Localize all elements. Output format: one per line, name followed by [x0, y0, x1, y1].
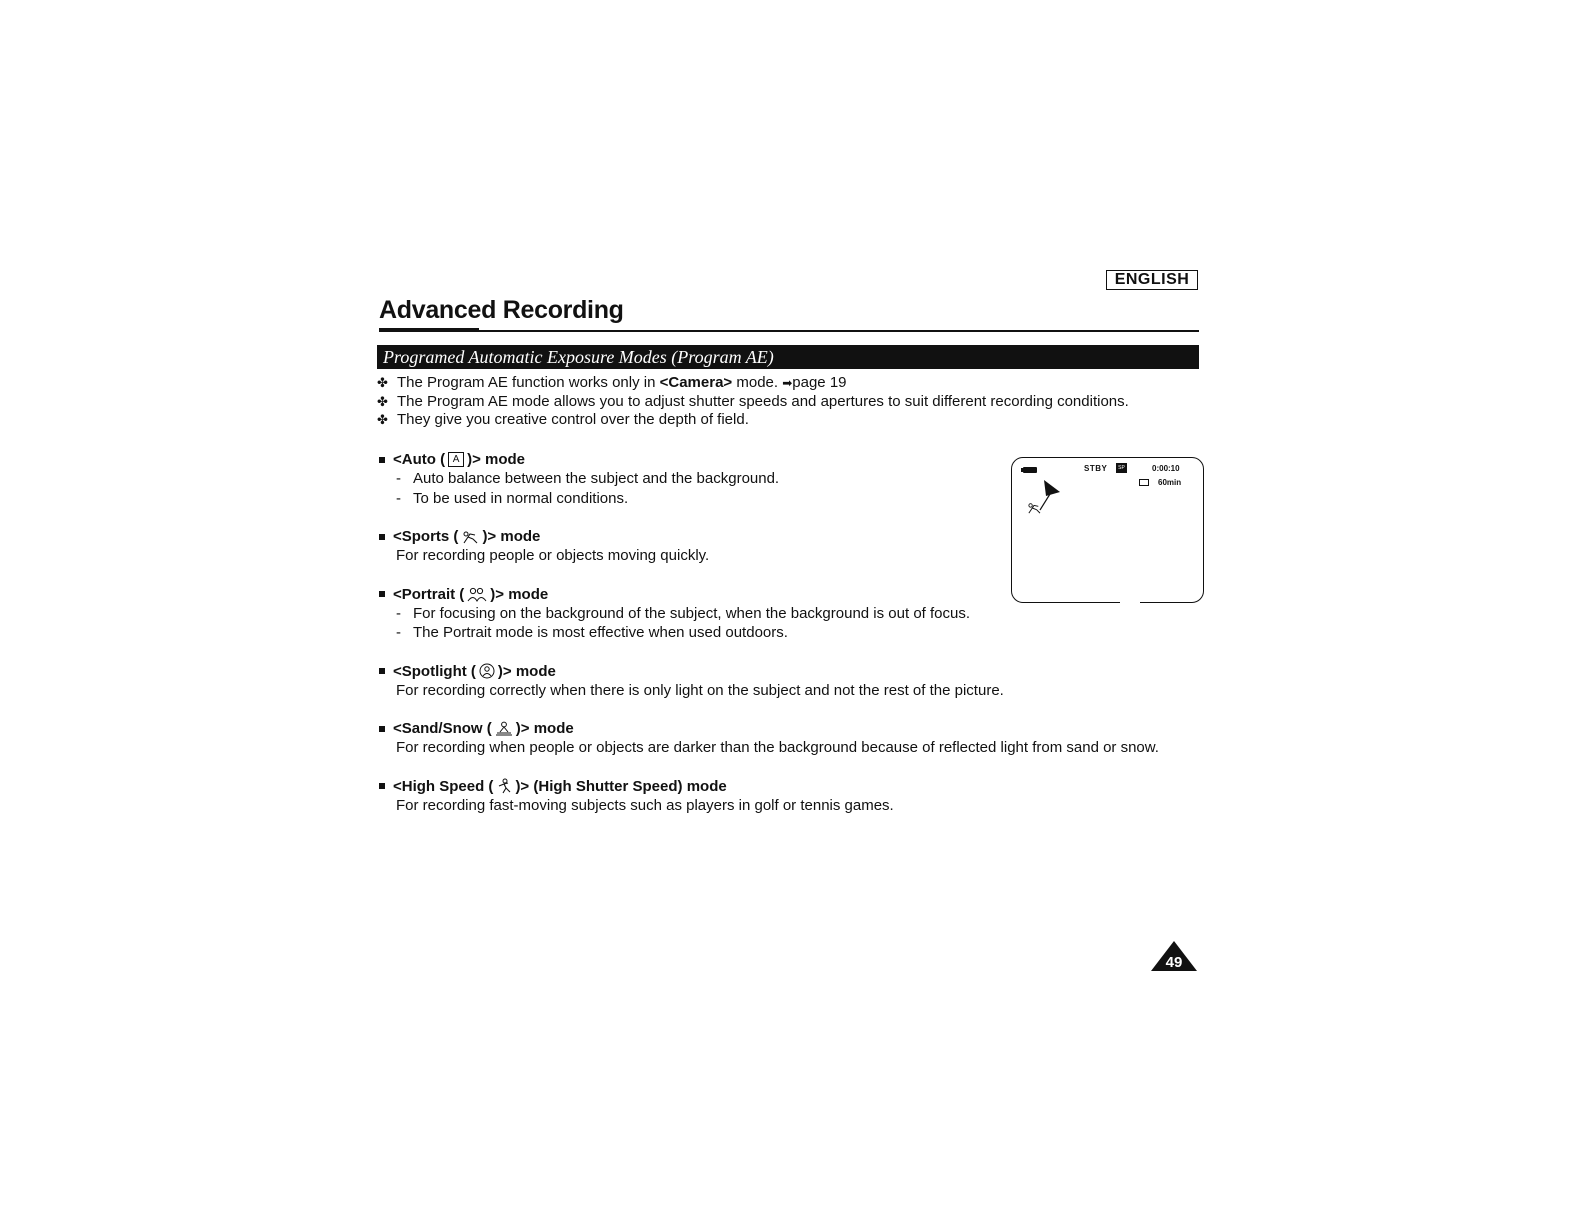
sand-snow-icon — [495, 721, 513, 736]
tape-speed-indicator: SP — [1116, 463, 1127, 473]
square-bullet-icon — [379, 534, 385, 540]
lcd-screen-illustration — [1011, 457, 1204, 603]
intro-list — [377, 374, 1129, 430]
title-rule-accent — [379, 328, 479, 331]
portrait-icon — [467, 587, 487, 602]
spotlight-icon — [479, 663, 495, 679]
square-bullet-icon — [379, 457, 385, 463]
sports-icon — [461, 530, 479, 544]
clover-bullet-icon: ✤ — [377, 393, 388, 409]
section-title-bar — [377, 345, 1199, 369]
mode-description: For recording when people or objects are darker than the background because of reflected light from sand or snow. — [396, 739, 1159, 756]
mode-description: For recording fast-moving subjects such as players in golf or tennis games. — [396, 796, 894, 814]
square-bullet-icon — [379, 591, 385, 597]
language-badge: ENGLISH — [1106, 270, 1198, 290]
mode-description: For recording people or objects moving quickly. — [396, 547, 710, 564]
section-title: Programed Automatic Exposure Modes (Program AE) — [383, 346, 774, 367]
screen-edge-gap — [1120, 600, 1140, 604]
high-speed-icon — [496, 778, 512, 794]
mode-heading: <Sports ( )> mode — [377, 527, 1207, 546]
page-number: 49 — [1165, 954, 1183, 971]
square-bullet-icon — [379, 668, 385, 674]
sports-icon — [1026, 502, 1042, 517]
tape-icon — [1139, 479, 1149, 486]
mode-description: - For focusing on the background of the subject, when the background is out of focus. — [396, 604, 971, 622]
mode-heading: <Sand/Snow ( )> mode — [377, 719, 1207, 738]
auto-mode-icon: A — [448, 452, 464, 467]
mode-heading: <Auto ( A )> mode — [377, 450, 1207, 469]
mode-high-speed — [377, 777, 1207, 816]
page-ref-link[interactable]: page 19 — [792, 374, 847, 391]
intro-item — [377, 393, 1129, 412]
clover-bullet-icon: ✤ — [377, 375, 388, 390]
square-bullet-icon — [379, 726, 385, 732]
timecode: 0:00:10 — [1152, 464, 1180, 473]
mode-spotlight — [377, 662, 1207, 701]
mode-description: For recording correctly when there is only light on the subject and not the rest of the picture. — [396, 681, 1004, 699]
mode-description: - To be used in normal conditions. — [396, 489, 629, 507]
square-bullet-icon — [379, 783, 385, 789]
page-number-badge — [1150, 940, 1198, 972]
intro-text: The Program AE function works only in <Camera> mode. ➡page 19 — [397, 374, 847, 391]
mode-heading: <Portrait ( )> mode — [377, 585, 1207, 604]
remaining-time: 60min — [1158, 478, 1182, 487]
mode-description: - The Portrait mode is most effective when used outdoors. — [396, 624, 788, 641]
mode-description: - Auto balance between the subject and the background. — [396, 470, 780, 487]
intro-text: The Program AE mode allows you to adjust shutter speeds and apertures to suit different recording conditions. — [397, 392, 1129, 410]
status-indicator: STBY — [1084, 464, 1108, 473]
mode-heading: <Spotlight ( )> mode — [377, 662, 1207, 681]
mode-heading: <High Speed ( )> (High Shutter Speed) mode — [377, 777, 1207, 796]
intro-item — [377, 374, 1129, 393]
page-title: Advanced Recording — [379, 296, 624, 324]
clover-bullet-icon: ✤ — [377, 412, 388, 427]
battery-icon — [1023, 467, 1037, 473]
intro-text: They give you creative control over the depth of field. — [397, 411, 749, 428]
title-rule — [379, 330, 1199, 332]
intro-item — [377, 411, 1129, 430]
mode-sand-snow — [377, 719, 1207, 758]
page-ref-arrow-icon: ➡ — [782, 376, 793, 390]
